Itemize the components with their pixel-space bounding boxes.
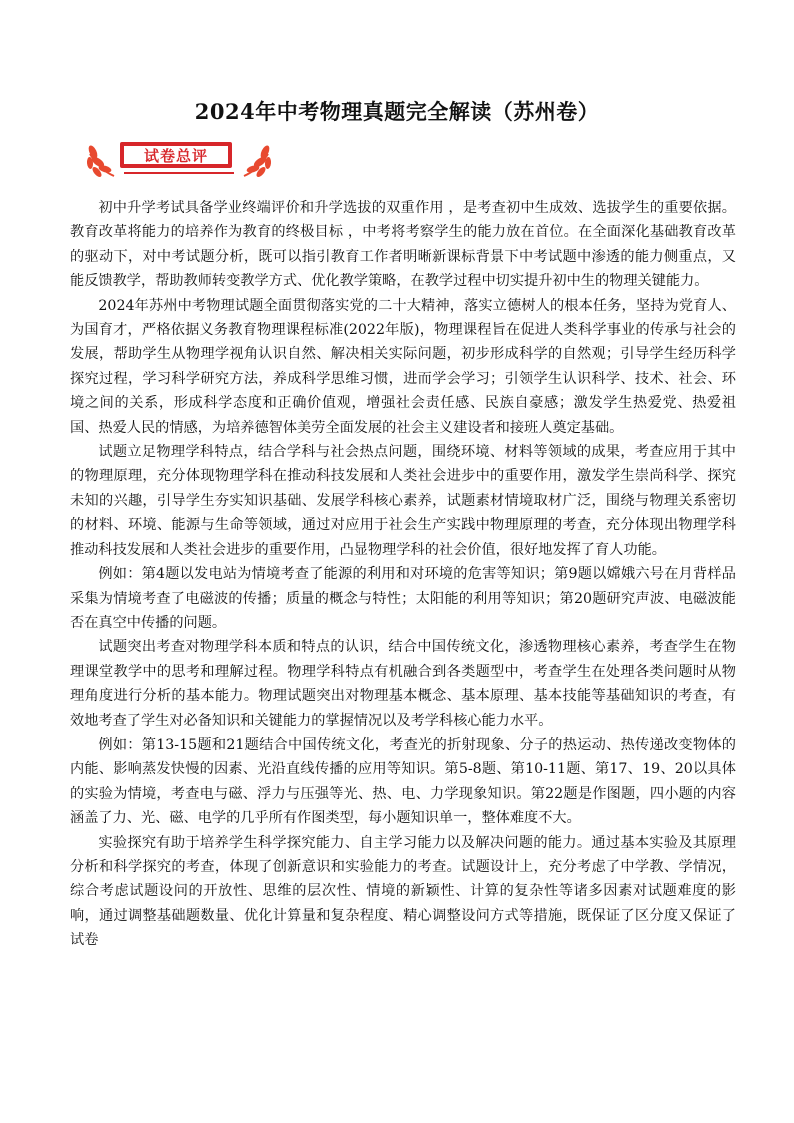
paragraph: 试题突出考查对物理学科本质和特点的认识，结合中国传统文化，渗透物理核心素养，考查学生在物理课堂教学中的思考和理解过程。物理学科特点有机融合到各类题型中，考查学生在处理各类问题时从物理角度进行分析的基本能力。物理试题突出对物理基本概念、基本原理、基本技能等基础知识的考查，有效地考查了学生对必备知识和关键能力的掌握情况以及考学科核心能力水平。 — [70, 639, 736, 729]
paragraph: 2024年苏州中考物理试题全面贯彻落实党的二十大精神，落实立德树人的根本任务，坚持为党育人、为国育才，严格依据义务教育物理课程标准(2022年版)，物理课程旨在促进人类科学事业的传承与社会的发展，帮助学生从物理学视角认识自然、解决相关实际问题，初步形成科学的自然观；引导学生经历科学探究过程，学习科学研究方法，养成科学思维习惯，进而学会学习；引领学生认识科学、技术、社会、环境之间的关系，形成科学态度和正确价值观，增强社会责任感、民族自豪感；激发学生热爱党、热爱祖国、热爱人民的情感，为培养德智体美劳全面发展的社会主义建设者和接班人奠定基础。 — [70, 297, 736, 436]
section-badge-label: 试卷总评 — [123, 145, 229, 165]
section-badge — [84, 136, 274, 180]
badge-frame — [120, 142, 232, 168]
paragraph: 初中升学考试具备学业终端评价和升学选拔的双重作用 ，是考查初中生成效、选拔学生的重要依据。教育改革将能力的培养作为教育的终极目标 ，中考将考察学生的能力放在首位。在全面深化基础教育改革的驱动下，对中考试题分析，既可以指引教育工作者明晰新课标背景下中考试题中渗透的能力侧重点，又能反馈教学，帮助教师转变教学方式、优化教学策略，在教学过程中切实提升初中生的物理关键能力。 — [70, 200, 736, 290]
paragraph: 例如：第13-15题和21题结合中国传统文化，考查光的折射现象、分子的热运动、热传递改变物体的内能、影响蒸发快慢的因素、光沿直线传播的应用等知识。第5-8题、第10-11题、第17、19、20以具体的实验为情境，考查电与磁、浮力与压强等光、热、电、力学现象知识。第22题是作图题，四小题的内容涵盖了力、光、磁、电学的几乎所有作图类型，每小题知识单一，整体难度不大。 — [70, 736, 736, 827]
page-title: 2024年中考物理真题完全解读（苏州卷） — [194, 99, 600, 124]
paragraph: 试题立足物理学科特点，结合学科与社会热点问题，围绕环境、材料等领域的成果，考查应用于其中的物理原理，充分体现物理学科在推动科技发展和人类社会进步中的重要作用，激发学生崇尚科学、探究未知的兴趣，引导学生夯实知识基础、发展学科核心素养，试题素材情境取材广泛，围绕与物理关系密切的材料、环境、能源与生命等领域，通过对应用于社会生产实践中物理原理的考查，充分体现出物理学科推动科技发展和人类社会进步的重要作用，凸显物理学科的社会价值，很好地发挥了育人功能。 — [70, 444, 736, 558]
body-text — [70, 196, 736, 953]
paragraph: 例如：第4题以发电站为情境考查了能源的利用和对环境的危害等知识；第9题以嫦娥六号在月背样品采集为情境考查了电磁波的传播；质量的概念与特性；太阳能的利用等知识；第20题研究声波、电磁波能否在真空中传播的问题。 — [70, 566, 736, 631]
paragraph: 实验探究有助于培养学生科学探究能力、自主学习能力以及解决问题的能力。通过基本实验及其原理分析和科学探究的考查，体现了创新意识和实验能力的考查。试题设计上，充分考虑了中学教、学情况，综合考虑试题设问的开放性、思维的层次性、情境的新颖性、计算的复杂性等诸多因素对试题难度的影响，通过调整基础题数量、优化计算量和复杂程度、精心调整设问方式等措施，既保证了区分度又保证了试卷 — [70, 834, 736, 949]
